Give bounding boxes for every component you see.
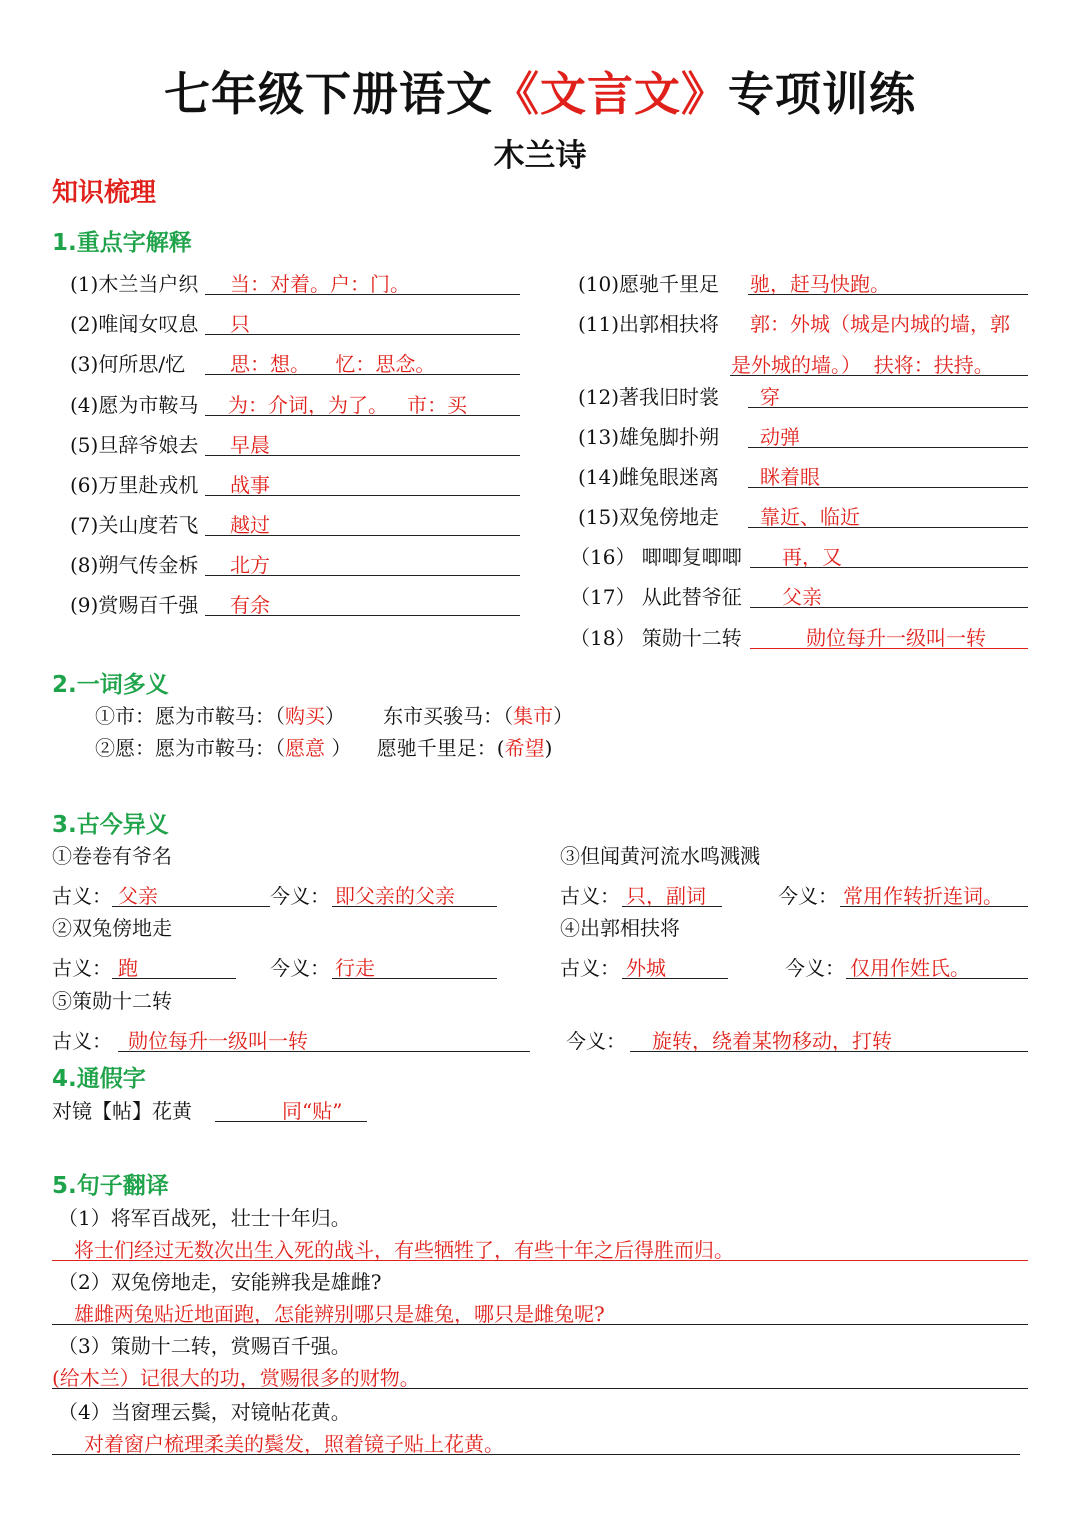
ancient-modern-2-sentence: ②双兔傍地走 xyxy=(52,916,172,940)
translation-3-answer: (给木兰）记很大的功，赏赐很多的财物。 xyxy=(52,1366,420,1390)
polysemy-1-answer-a: 购买 xyxy=(285,704,325,728)
ancient-modern-1-sentence: ①卷卷有爷名 xyxy=(52,844,172,868)
gu-label: 古义： xyxy=(52,1029,112,1053)
item-14-answer: 眯着眼 xyxy=(760,465,820,489)
jin-label: 今义： xyxy=(778,884,838,908)
answer-line xyxy=(748,294,1028,295)
item-16-question: （16） 唧唧复唧唧 xyxy=(570,545,742,569)
title-suffix: 专项训练 xyxy=(728,67,916,121)
ancient-modern-3-gu: 只，副词 xyxy=(626,884,706,908)
polysemy-2-answer-a: 愿意 xyxy=(285,736,325,760)
item-17-question: （17） 从此替爷征 xyxy=(570,585,742,609)
ancient-modern-4-jin: 仅用作姓氏。 xyxy=(850,956,970,980)
ancient-modern-3-sentence: ③但闻黄河流水鸣溅溅 xyxy=(560,844,760,868)
item-4-answer: 为：介词，为了。 市：买 xyxy=(228,393,468,417)
item-12-answer: 穿 xyxy=(760,385,780,409)
page-subtitle: 木兰诗 xyxy=(493,138,587,174)
translation-2-question: （2）双兔傍地走，安能辨我是雄雌? xyxy=(58,1270,382,1294)
item-16-answer: 再，又 xyxy=(782,545,842,569)
answer-line xyxy=(112,978,236,979)
item-8-question: (8)朔气传金柝 xyxy=(70,553,199,577)
item-1-question: (1)木兰当户织 xyxy=(70,272,199,296)
answer-line xyxy=(750,648,1028,649)
jin-label: 今义： xyxy=(270,956,330,980)
polysemy-2-middle: ） 愿驰千里足：( xyxy=(325,736,505,760)
polysemy-line-1 xyxy=(95,702,573,730)
answer-line xyxy=(215,1121,367,1122)
knowledge-heading: 知识梳理 xyxy=(52,178,157,208)
answer-line xyxy=(112,906,270,907)
item-8-answer: 北方 xyxy=(230,553,270,577)
ancient-modern-2-gu: 跑 xyxy=(118,956,138,980)
item-15-answer: 靠近、临近 xyxy=(760,505,860,529)
answer-line xyxy=(730,375,1028,376)
polysemy-1-middle: ） 东市买骏马：（ xyxy=(325,704,514,728)
item-6-question: (6)万里赴戎机 xyxy=(70,473,199,497)
answer-line xyxy=(52,1388,1028,1389)
gu-label: 古义： xyxy=(560,956,620,980)
polysemy-2-prompt: ②愿：愿为市鞍马：（ xyxy=(95,736,285,760)
item-3-question: (3)何所思/忆 xyxy=(70,352,186,376)
answer-line xyxy=(630,1051,1028,1052)
answer-line xyxy=(205,455,520,456)
answer-line xyxy=(622,978,728,979)
answer-line xyxy=(205,374,520,375)
translation-3-question: （3）策勋十二转，赏赐百千强。 xyxy=(58,1334,351,1358)
item-7-answer: 越过 xyxy=(230,513,270,537)
answer-line xyxy=(750,607,1028,608)
interchangeable-question: 对镜【帖】花黄 xyxy=(52,1099,192,1123)
polysemy-1-end: ） xyxy=(553,704,574,728)
gu-label: 古义： xyxy=(52,956,112,980)
item-3-answer: 思：想。 忆：思念。 xyxy=(230,352,436,376)
jin-label: 今义： xyxy=(566,1029,626,1053)
page-title xyxy=(0,58,1080,124)
item-11-answer: 郭：外城（城是内城的墙，郭 xyxy=(750,312,1010,336)
item-9-answer: 有余 xyxy=(230,593,270,617)
section5-heading: 5.句子翻译 xyxy=(52,1173,169,1199)
gu-label: 古义： xyxy=(560,884,620,908)
answer-line xyxy=(205,615,520,616)
translation-2-answer: 雄雌两兔贴近地面跑，怎能辨别哪只是雄兔，哪只是雌兔呢? xyxy=(74,1302,605,1326)
answer-line xyxy=(332,906,497,907)
title-prefix: 七年级下册语文 xyxy=(164,67,493,121)
section2-heading: 2.一词多义 xyxy=(52,672,169,698)
ancient-modern-3-jin: 常用作转折连词。 xyxy=(843,884,1003,908)
answer-line xyxy=(205,535,520,536)
answer-line xyxy=(748,447,1028,448)
ancient-modern-4-sentence: ④出郭相扶将 xyxy=(560,916,680,940)
answer-line xyxy=(846,978,1028,979)
answer-line xyxy=(118,1051,530,1052)
item-12-question: (12)著我旧时裳 xyxy=(578,385,720,409)
translation-4-question: （4）当窗理云鬓，对镜帖花黄。 xyxy=(58,1400,351,1424)
item-9-question: (9)赏赐百千强 xyxy=(70,593,199,617)
item-10-answer: 驰，赶马快跑。 xyxy=(750,272,890,296)
ancient-modern-2-jin: 行走 xyxy=(335,956,375,980)
polysemy-1-prompt: ①市：愿为市鞍马：（ xyxy=(95,704,285,728)
item-7-question: (7)关山度若飞 xyxy=(70,513,199,537)
ancient-modern-1-gu: 父亲 xyxy=(118,884,158,908)
item-11-question: (11)出郭相扶将 xyxy=(578,312,720,336)
polysemy-1-answer-b: 集市 xyxy=(513,704,554,728)
polysemy-2-end: ) xyxy=(544,736,553,760)
answer-line xyxy=(205,575,520,576)
ancient-modern-5-jin: 旋转，绕着某物移动，打转 xyxy=(652,1029,892,1053)
ancient-modern-5-sentence: ⑤策勋十二转 xyxy=(52,989,172,1013)
item-1-answer: 当：对着。户：门。 xyxy=(230,272,410,296)
item-6-answer: 战事 xyxy=(230,473,270,497)
answer-line xyxy=(205,495,520,496)
answer-line xyxy=(748,407,1028,408)
item-5-question: (5)旦辞爷娘去 xyxy=(70,433,199,457)
answer-line xyxy=(205,415,520,416)
section1-heading: 1.重点字解释 xyxy=(52,230,192,256)
answer-line xyxy=(748,487,1028,488)
item-15-question: (15)双兔傍地走 xyxy=(578,505,720,529)
answer-line xyxy=(748,527,1028,528)
item-13-question: (13)雄兔脚扑朔 xyxy=(578,425,720,449)
item-18-answer: 勋位每升一级叫一转 xyxy=(806,626,986,650)
item-2-question: (2)唯闻女叹息 xyxy=(70,312,199,336)
ancient-modern-1-jin: 即父亲的父亲 xyxy=(335,884,455,908)
item-5-answer: 早晨 xyxy=(230,433,270,457)
section3-heading: 3.古今异义 xyxy=(52,812,169,838)
jin-label: 今义： xyxy=(270,884,330,908)
translation-1-question: （1）将军百战死，壮士十年归。 xyxy=(58,1206,351,1230)
answer-line xyxy=(332,978,497,979)
title-highlight: 《文言文》 xyxy=(493,67,728,121)
section4-heading: 4.通假字 xyxy=(52,1066,146,1092)
item-14-question: (14)雌兔眼迷离 xyxy=(578,465,720,489)
ancient-modern-5-gu: 勋位每升一级叫一转 xyxy=(128,1029,308,1053)
item-2-answer: 只 xyxy=(230,312,250,336)
item-17-answer: 父亲 xyxy=(782,585,822,609)
jin-label: 今义： xyxy=(785,956,845,980)
answer-line xyxy=(52,1454,1020,1455)
answer-line xyxy=(840,906,1028,907)
answer-line xyxy=(205,334,520,335)
item-18-question: （18） 策勋十二转 xyxy=(570,626,742,650)
polysemy-line-2 xyxy=(95,734,552,762)
answer-line xyxy=(750,567,1028,568)
item-4-question: (4)愿为市鞍马 xyxy=(70,393,199,417)
ancient-modern-4-gu: 外城 xyxy=(626,956,666,980)
item-10-question: (10)愿驰千里足 xyxy=(578,272,720,296)
interchangeable-answer: 同“贴” xyxy=(282,1099,343,1123)
polysemy-2-answer-b: 希望 xyxy=(504,736,545,760)
answer-line xyxy=(622,906,722,907)
item-13-answer: 动弹 xyxy=(760,425,800,449)
item-11-answer-continued: 是外城的墙。） 扶将：扶持。 xyxy=(731,353,994,377)
gu-label: 古义： xyxy=(52,884,112,908)
answer-line xyxy=(52,1324,1028,1325)
translation-1-answer: 将士们经过无数次出生入死的战斗，有些牺牲了，有些十年之后得胜而归。 xyxy=(74,1238,734,1262)
translation-4-answer: 对着窗户梳理柔美的鬓发，照着镜子贴上花黄。 xyxy=(84,1432,504,1456)
answer-line xyxy=(52,1260,1028,1261)
answer-line xyxy=(205,294,520,295)
